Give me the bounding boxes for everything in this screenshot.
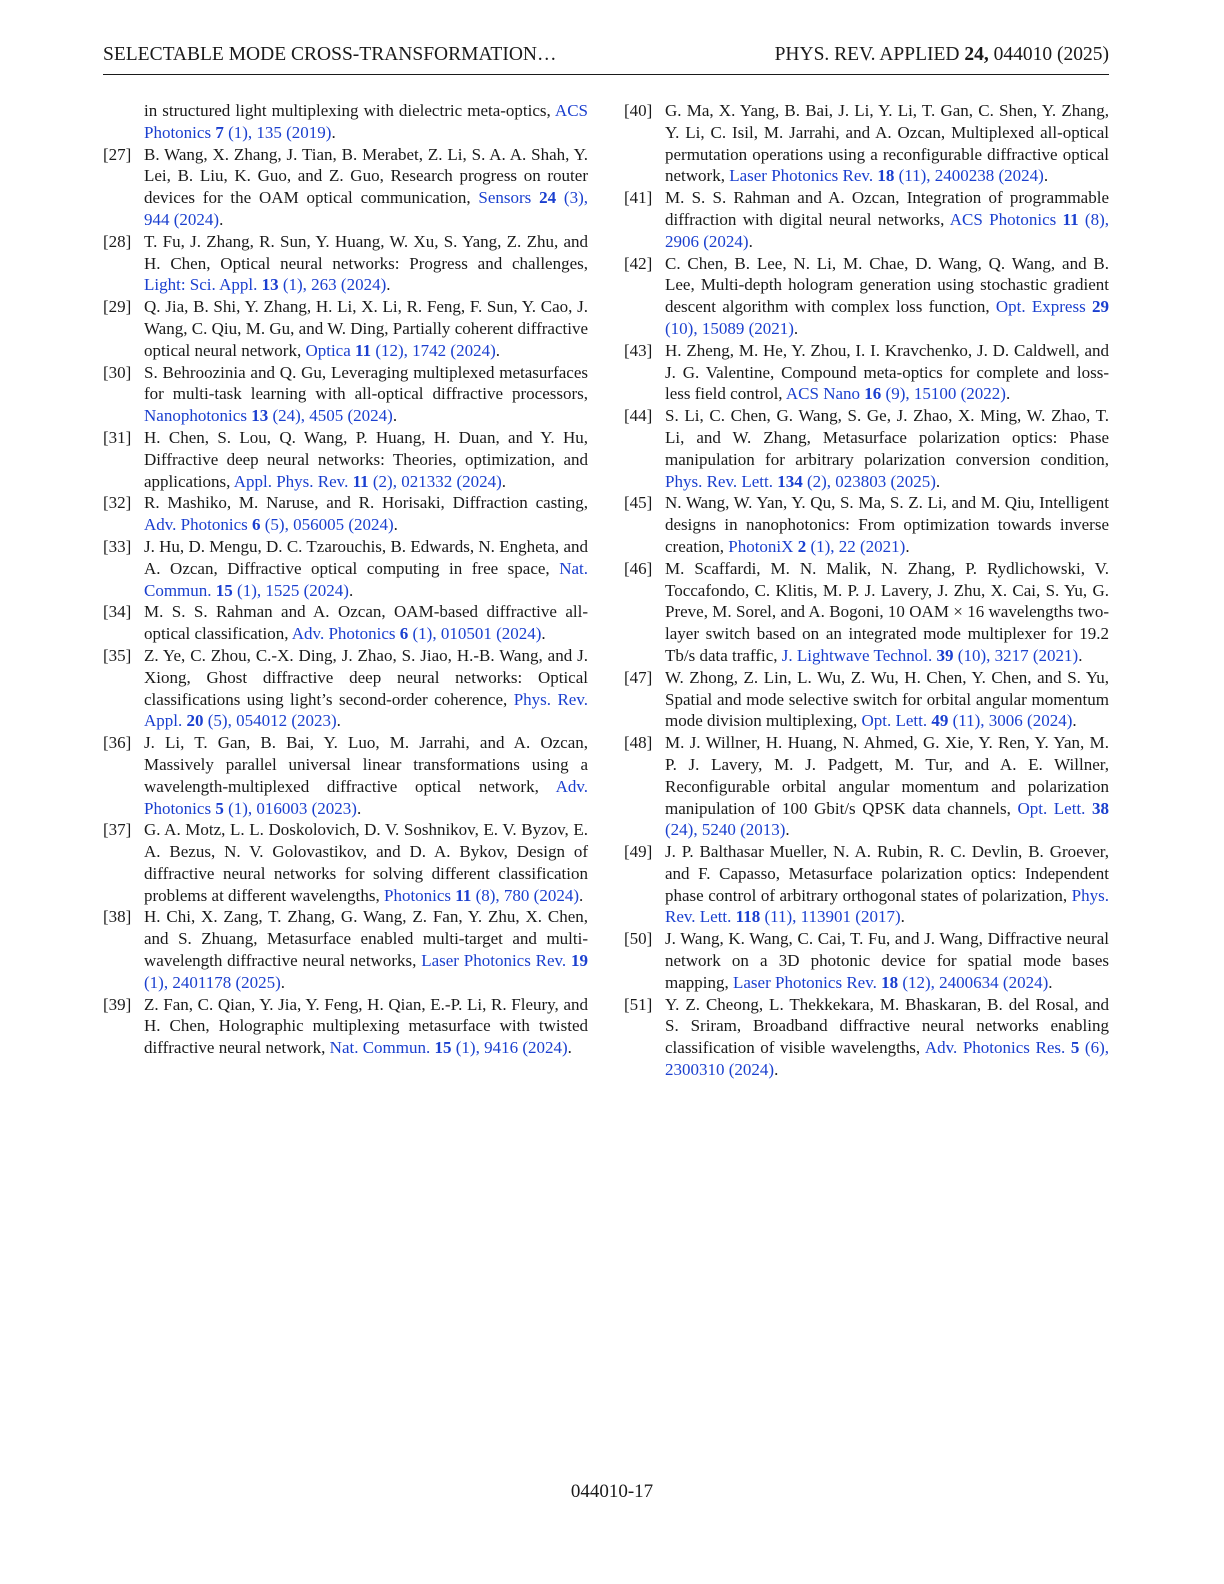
reference-volume: 19 bbox=[571, 951, 588, 971]
reference-item bbox=[103, 144, 588, 231]
right-column bbox=[624, 100, 1109, 1081]
header-volume: 24, bbox=[964, 44, 989, 65]
reference-body bbox=[144, 645, 588, 732]
reference-link[interactable] bbox=[733, 973, 1048, 992]
reference-body bbox=[665, 841, 1109, 928]
reference-item bbox=[103, 427, 588, 492]
reference-link[interactable] bbox=[861, 711, 1072, 730]
reference-text: S. Behroozinia and Q. Gu, Leveraging multiplexed metasurfaces for multi-task learning with all-optical diffractive processors, bbox=[144, 362, 588, 404]
reference-link[interactable] bbox=[729, 166, 1044, 185]
reference-text: H. Chi, X. Zang, T. Zhang, G. Wang, Z. Fan, Y. Zhu, X. Chen, and S. Zhuang, Metasurface enabled multi-target and multi-wavelength diffractive neural networks, bbox=[144, 907, 588, 971]
reference-number: [29] bbox=[103, 297, 132, 317]
reference-number: [49] bbox=[624, 842, 653, 862]
reference-journal: ACS Photonics bbox=[949, 209, 1063, 229]
reference-after: . bbox=[393, 515, 398, 535]
reference-journal: Nanophotonics bbox=[144, 406, 252, 426]
reference-text: J. Hu, D. Mengu, D. C. Tzarouchis, B. Edwards, N. Engheta, and A. Ozcan, Diffractive optical computing in free space, bbox=[144, 536, 588, 578]
reference-body bbox=[144, 231, 588, 296]
reference-number: [46] bbox=[624, 558, 653, 578]
reference-journal: PhotoniX bbox=[728, 536, 798, 556]
reference-link[interactable] bbox=[144, 515, 394, 534]
reference-volume: 2 bbox=[797, 536, 807, 556]
reference-body bbox=[144, 819, 588, 906]
reference-volume: 49 bbox=[931, 711, 949, 731]
reference-after: . bbox=[280, 972, 286, 992]
reference-link[interactable] bbox=[728, 537, 905, 556]
reference-body bbox=[665, 253, 1109, 340]
reference-volume: 5 bbox=[1070, 1038, 1080, 1058]
reference-text: H. Zheng, M. He, Y. Zhou, I. I. Kravchenko, J. D. Caldwell, and J. G. Valentine, Compound meta-optics for complete and loss-less field control, bbox=[665, 340, 1109, 404]
reference-rest: (6), 2300310 (2024) bbox=[665, 1038, 1109, 1080]
reference-after: . bbox=[1072, 711, 1077, 731]
reference-item bbox=[103, 231, 588, 296]
reference-rest: (10), 15089 (2021) bbox=[665, 318, 794, 338]
reference-body bbox=[665, 994, 1109, 1081]
reference-rest: (2), 021332 (2024) bbox=[368, 471, 502, 491]
reference-after: . bbox=[748, 231, 753, 251]
reference-volume: 13 bbox=[261, 275, 279, 295]
reference-number: [50] bbox=[624, 929, 653, 949]
reference-rest: (8), 780 (2024) bbox=[471, 885, 580, 905]
reference-link[interactable] bbox=[144, 406, 393, 425]
reference-text: J. Wang, K. Wang, C. Cai, T. Fu, and J. Wang, Diffractive neural network on a 3D photonic device for spatial mode bases mapping, bbox=[665, 929, 1109, 992]
header-title: SELECTABLE MODE CROSS-TRANSFORMATION… bbox=[103, 44, 557, 65]
reference-rest: (24), 4505 (2024) bbox=[268, 406, 393, 426]
reference-number: [44] bbox=[624, 406, 653, 426]
reference-number: [51] bbox=[624, 994, 653, 1014]
reference-rest: (8), 2906 (2024) bbox=[665, 209, 1109, 251]
reference-volume: 6 bbox=[399, 624, 409, 644]
reference-link[interactable] bbox=[782, 646, 1078, 665]
reference-text: Z. Fan, C. Qian, Y. Jia, Y. Feng, H. Qian, E.-P. Li, R. Fleury, and H. Chen, Holographic multiplexing metasurface with twisted diffractive neural network, bbox=[144, 994, 588, 1058]
reference-text: S. Li, C. Chen, G. Wang, S. Ge, J. Zhao, X. Ming, W. Zhao, T. Li, and W. Zhang, Metasurface polarization optics: Phase manipulation for arbitrary polarization conversion condition, bbox=[665, 406, 1109, 469]
reference-text: J. P. Balthasar Mueller, N. A. Rubin, R. C. Devlin, B. Groever, and F. Capasso, Metasurface polarization optics: Independent phase control of arbitrary orthogonal states of polarization, bbox=[665, 842, 1109, 905]
reference-after: . bbox=[900, 907, 905, 927]
reference-journal: Adv. Photonics bbox=[144, 776, 588, 818]
reference-text: N. Wang, W. Yan, Y. Qu, S. Ma, S. Z. Li, and M. Qiu, Intelligent designs in nanophotonics: From optimization towards inverse creation, bbox=[665, 493, 1109, 556]
reference-rest: (12), 2400634 (2024) bbox=[898, 972, 1049, 992]
reference-number: [30] bbox=[103, 362, 132, 382]
reference-body bbox=[665, 100, 1109, 187]
reference-number: [27] bbox=[103, 144, 132, 164]
reference-journal: Phys. Rev. Appl. bbox=[144, 689, 588, 731]
reference-list-right bbox=[624, 100, 1109, 1081]
reference-volume: 11 bbox=[1062, 209, 1079, 229]
reference-item bbox=[103, 296, 588, 361]
reference-volume: 5 bbox=[215, 798, 224, 818]
reference-after: . bbox=[785, 820, 790, 840]
header-article-id: 044010 (2025) bbox=[988, 44, 1109, 65]
reference-journal: J. Lightwave Technol. bbox=[781, 645, 937, 665]
reference-after: . bbox=[336, 711, 341, 731]
reference-after: . bbox=[774, 1060, 779, 1080]
reference-volume: 18 bbox=[877, 166, 895, 186]
reference-rest: (5), 054012 (2023) bbox=[203, 711, 337, 731]
reference-after: . bbox=[356, 798, 362, 818]
reference-text: G. Ma, X. Yang, B. Bai, J. Li, Y. Li, T. Gan, C. Shen, Y. Zhang, Y. Li, C. Isil, M. Jarrahi, and A. Ozcan, Multiplexed all-optical permutation operations using a reconfigurable diffractive optical network, bbox=[665, 101, 1109, 186]
reference-body bbox=[144, 732, 588, 819]
reference-item bbox=[624, 732, 1109, 841]
reference-after: . bbox=[386, 275, 391, 295]
reference-text: Q. Jia, B. Shi, Y. Zhang, H. Li, X. Li, R. Feng, F. Sun, Y. Cao, J. Wang, C. Qiu, M. Gu, and W. Ding, Partially coherent diffractive optical neural network, bbox=[144, 297, 588, 360]
reference-link[interactable] bbox=[234, 472, 502, 491]
reference-after: . bbox=[905, 536, 910, 556]
reference-link[interactable] bbox=[330, 1038, 568, 1057]
reference-number: [34] bbox=[103, 602, 132, 622]
reference-number: [32] bbox=[103, 493, 132, 513]
reference-journal: Optica bbox=[305, 340, 356, 360]
reference-rest: (9), 15100 (2022) bbox=[881, 384, 1006, 404]
reference-body bbox=[144, 427, 588, 492]
reference-journal: Sensors bbox=[478, 188, 540, 208]
reference-rest: (1), 135 (2019) bbox=[223, 122, 332, 142]
reference-journal: Adv. Photonics bbox=[144, 515, 252, 535]
reference-journal: Photonics bbox=[383, 885, 456, 905]
reference-item bbox=[624, 100, 1109, 187]
reference-item bbox=[624, 928, 1109, 993]
reference-body bbox=[665, 187, 1109, 252]
reference-volume: 29 bbox=[1092, 297, 1109, 317]
reference-journal: Laser Photonics Rev. bbox=[729, 166, 878, 186]
reference-item bbox=[103, 819, 588, 906]
running-header bbox=[103, 44, 1109, 75]
reference-item bbox=[624, 558, 1109, 667]
reference-journal: Adv. Photonics bbox=[291, 624, 400, 644]
reference-item bbox=[103, 645, 588, 732]
reference-link[interactable] bbox=[305, 341, 495, 360]
reference-text: B. Wang, X. Zhang, J. Tian, B. Merabet, Z. Li, S. A. A. Shah, Y. Lei, B. Liu, K. Guo, and Z. Guo, Research progress on router devices for the OAM optical communication, bbox=[144, 144, 588, 208]
reference-body bbox=[665, 492, 1109, 557]
reference-number: [47] bbox=[624, 667, 653, 687]
reference-volume: 18 bbox=[881, 972, 899, 992]
reference-volume: 20 bbox=[186, 711, 204, 731]
reference-volume: 11 bbox=[455, 885, 472, 905]
reference-number: [41] bbox=[624, 188, 653, 208]
reference-body bbox=[665, 405, 1109, 492]
reference-journal: ACS Photonics bbox=[144, 101, 588, 142]
reference-item bbox=[624, 253, 1109, 340]
reference-text: in structured light multiplexing with dielectric meta-optics, bbox=[144, 101, 555, 120]
reference-body bbox=[144, 362, 588, 427]
reference-after: . bbox=[1048, 972, 1053, 992]
reference-item bbox=[624, 492, 1109, 557]
reference-volume: 13 bbox=[251, 406, 269, 426]
reference-number: [35] bbox=[103, 645, 132, 665]
reference-rest: (1), 2401178 (2025) bbox=[144, 972, 281, 992]
reference-rest: (3), 944 (2024) bbox=[144, 188, 588, 229]
reference-number: [36] bbox=[103, 733, 132, 753]
reference-rest: (1), 016003 (2023) bbox=[223, 798, 357, 818]
reference-number: [37] bbox=[103, 820, 132, 840]
reference-link[interactable] bbox=[665, 472, 936, 491]
reference-item bbox=[103, 362, 588, 427]
reference-rest: (2), 023803 (2025) bbox=[802, 471, 936, 491]
reference-number: [42] bbox=[624, 253, 653, 273]
reference-item bbox=[103, 906, 588, 993]
reference-text: W. Zhong, Z. Lin, L. Wu, Z. Wu, H. Chen, Y. Chen, and S. Yu, Spatial and mode selective switch for orbital angular momentum mode division multiplexing, bbox=[665, 667, 1109, 731]
reference-number: [39] bbox=[103, 994, 132, 1014]
reference-text: Z. Ye, C. Zhou, C.-X. Ding, J. Zhao, S. Jiao, H.-B. Wang, and J. Xiong, Ghost diffractive deep neural networks: Optical classifications using light’s second-order coherence, bbox=[144, 645, 588, 709]
reference-after: . bbox=[1005, 384, 1011, 404]
reference-journal: Phys. Rev. Lett. bbox=[665, 471, 778, 491]
left-column bbox=[103, 100, 588, 1059]
reference-body bbox=[144, 536, 588, 601]
reference-volume: 39 bbox=[936, 645, 954, 665]
reference-after: . bbox=[392, 406, 398, 426]
reference-journal: Laser Photonics Rev. bbox=[421, 951, 571, 971]
reference-body bbox=[665, 340, 1109, 405]
reference-after: . bbox=[793, 318, 799, 338]
reference-journal: ACS Nano bbox=[785, 384, 865, 404]
reference-volume: 7 bbox=[215, 122, 224, 142]
reference-item bbox=[624, 405, 1109, 492]
reference-rest: (10), 3217 (2021) bbox=[953, 645, 1079, 665]
reference-rest: (1), 010501 (2024) bbox=[408, 624, 542, 644]
reference-after: . bbox=[219, 209, 224, 229]
reference-body bbox=[665, 928, 1109, 993]
reference-journal: Light: Sci. Appl. bbox=[144, 275, 262, 295]
reference-text: Y. Z. Cheong, L. Thekkekara, M. Bhaskaran, B. del Rosal, and S. Sriram, Broadband diffractive neural networks enabling classification of visible wavelengths, bbox=[665, 994, 1109, 1058]
reference-volume: 6 bbox=[252, 515, 261, 535]
reference-text: M. S. S. Rahman and A. Ozcan, OAM-based diffractive all-optical classification, bbox=[144, 602, 588, 644]
reference-item bbox=[624, 994, 1109, 1081]
reference-body bbox=[144, 144, 588, 231]
reference-journal: Laser Photonics Rev. bbox=[733, 972, 882, 992]
reference-rest: (1), 263 (2024) bbox=[278, 275, 387, 295]
reference-continuation bbox=[103, 100, 588, 144]
reference-text: J. Li, T. Gan, B. Bai, Y. Luo, M. Jarrahi, and A. Ozcan, Massively parallel universal linear transformations using a wavelength-multiplexed diffractive optical network, bbox=[144, 733, 588, 796]
reference-rest: (11), 2400238 (2024) bbox=[894, 166, 1044, 186]
reference-journal: Opt. Lett. bbox=[1017, 798, 1092, 818]
reference-volume: 15 bbox=[434, 1038, 452, 1058]
reference-rest: (24), 5240 (2013) bbox=[665, 820, 786, 840]
reference-journal: Adv. Photonics Res. bbox=[924, 1038, 1071, 1058]
reference-number: [28] bbox=[103, 231, 132, 251]
reference-after: . bbox=[495, 340, 500, 360]
reference-text: R. Mashiko, M. Naruse, and R. Horisaki, Diffraction casting, bbox=[144, 493, 588, 513]
page-number: 044010-17 bbox=[570, 1481, 654, 1502]
reference-journal: Opt. Lett. bbox=[861, 711, 932, 731]
reference-rest: (1), 22 (2021) bbox=[806, 536, 906, 556]
reference-after: . bbox=[348, 580, 354, 600]
reference-volume: 15 bbox=[215, 580, 233, 600]
reference-journal: Phys. Rev. Lett. bbox=[665, 885, 1109, 927]
reference-after: . bbox=[1078, 645, 1083, 665]
reference-item bbox=[103, 732, 588, 819]
reference-text: M. J. Willner, H. Huang, N. Ahmed, G. Xie, Y. Ren, Y. Yan, M. P. J. Lavery, M. J. Padgett, M. Tur, and A. E. Willner, Reconfigurable orbital angular momentum and polarization manipulation of 100 Gbit/s QPSK data channels, bbox=[665, 733, 1109, 818]
reference-text: M. S. S. Rahman and A. Ozcan, Integration of programmable diffraction with digital neural networks, bbox=[665, 188, 1109, 229]
reference-volume: 24 bbox=[539, 188, 557, 208]
reference-text: M. Scaffardi, M. N. Malik, N. Zhang, P. Rydlichowski, V. Toccafondo, C. Klitis, M. P. J. Lavery, J. Zhu, X. Cai, S. Yu, G. Preve, M. Sorel, and A. Bogoni, 10 OAM × 16 wavelengths two-layer switch based on an integrated mode multiplexer for 19.2 Tb/s data traffic, bbox=[665, 558, 1109, 665]
reference-list-left bbox=[103, 144, 588, 1059]
reference-journal: Appl. Phys. Rev. bbox=[233, 471, 353, 491]
reference-body bbox=[665, 667, 1109, 732]
reference-rest: (1), 9416 (2024) bbox=[451, 1038, 568, 1058]
reference-rest: (1), 1525 (2024) bbox=[232, 580, 349, 600]
reference-journal: Nat. Commun. bbox=[329, 1038, 435, 1058]
reference-number: [31] bbox=[103, 427, 132, 447]
reference-item bbox=[624, 841, 1109, 928]
reference-rest: (5), 056005 (2024) bbox=[260, 515, 394, 535]
reference-volume: 11 bbox=[352, 471, 369, 491]
reference-item bbox=[103, 492, 588, 536]
reference-journal: Opt. Express bbox=[995, 297, 1092, 317]
reference-volume: 16 bbox=[864, 384, 882, 404]
reference-item bbox=[624, 667, 1109, 732]
reference-volume: 11 bbox=[355, 340, 372, 360]
reference-item bbox=[624, 340, 1109, 405]
reference-journal: Nat. Commun. bbox=[144, 558, 588, 600]
header-journal-name: PHYS. REV. APPLIED bbox=[774, 44, 965, 65]
reference-volume: 134 bbox=[777, 471, 803, 491]
header-journal bbox=[775, 44, 1109, 66]
reference-number: [45] bbox=[624, 493, 653, 513]
reference-rest: (12), 1742 (2024) bbox=[371, 340, 496, 360]
reference-link[interactable] bbox=[786, 384, 1006, 403]
reference-after: . bbox=[541, 624, 546, 644]
reference-rest: (11), 3006 (2024) bbox=[948, 711, 1073, 731]
reference-link[interactable] bbox=[292, 624, 542, 643]
reference-body bbox=[144, 296, 588, 361]
reference-after: . bbox=[567, 1038, 572, 1058]
reference-item bbox=[103, 536, 588, 601]
reference-item bbox=[103, 601, 588, 645]
reference-body bbox=[144, 906, 588, 993]
reference-number: [48] bbox=[624, 733, 653, 753]
reference-number: [38] bbox=[103, 907, 132, 927]
reference-link[interactable] bbox=[144, 275, 386, 294]
reference-after: . bbox=[935, 471, 941, 491]
reference-body bbox=[665, 558, 1109, 667]
reference-text: H. Chen, S. Lou, Q. Wang, P. Huang, H. Duan, and Y. Hu, Diffractive deep neural networks: Theories, optimization, and applications, bbox=[144, 427, 588, 491]
reference-body bbox=[144, 994, 588, 1059]
reference-item bbox=[624, 187, 1109, 252]
reference-after: . bbox=[579, 885, 584, 905]
reference-body bbox=[144, 601, 588, 645]
reference-number: [33] bbox=[103, 536, 132, 556]
reference-text: G. A. Motz, L. L. Doskolovich, D. V. Soshnikov, E. V. Byzov, E. A. Bezus, N. V. Golovastikov, and D. A. Bykov, Design of diffractive neural networks for solving different classification problems at different wavelengths, bbox=[144, 820, 588, 905]
reference-after: . bbox=[501, 471, 507, 491]
reference-volume: 118 bbox=[735, 907, 761, 927]
reference-text: T. Fu, J. Zhang, R. Sun, Y. Huang, W. Xu, S. Yang, Z. Zhu, and H. Chen, Optical neural networks: Progress and challenges, bbox=[144, 231, 588, 273]
reference-body bbox=[144, 492, 588, 536]
reference-number: [40] bbox=[624, 101, 653, 120]
reference-text: C. Chen, B. Lee, N. Li, M. Chae, D. Wang, Q. Wang, and B. Lee, Multi-depth hologram generation using stochastic gradient descent algorithm with complex loss function, bbox=[665, 253, 1109, 317]
reference-after: . bbox=[331, 122, 336, 142]
reference-volume: 38 bbox=[1092, 798, 1109, 818]
reference-number: [43] bbox=[624, 340, 653, 360]
reference-link[interactable] bbox=[384, 886, 579, 905]
reference-after: . bbox=[1043, 166, 1049, 186]
reference-rest: (11), 113901 (2017) bbox=[760, 907, 901, 927]
reference-item bbox=[103, 994, 588, 1059]
reference-body bbox=[665, 732, 1109, 841]
